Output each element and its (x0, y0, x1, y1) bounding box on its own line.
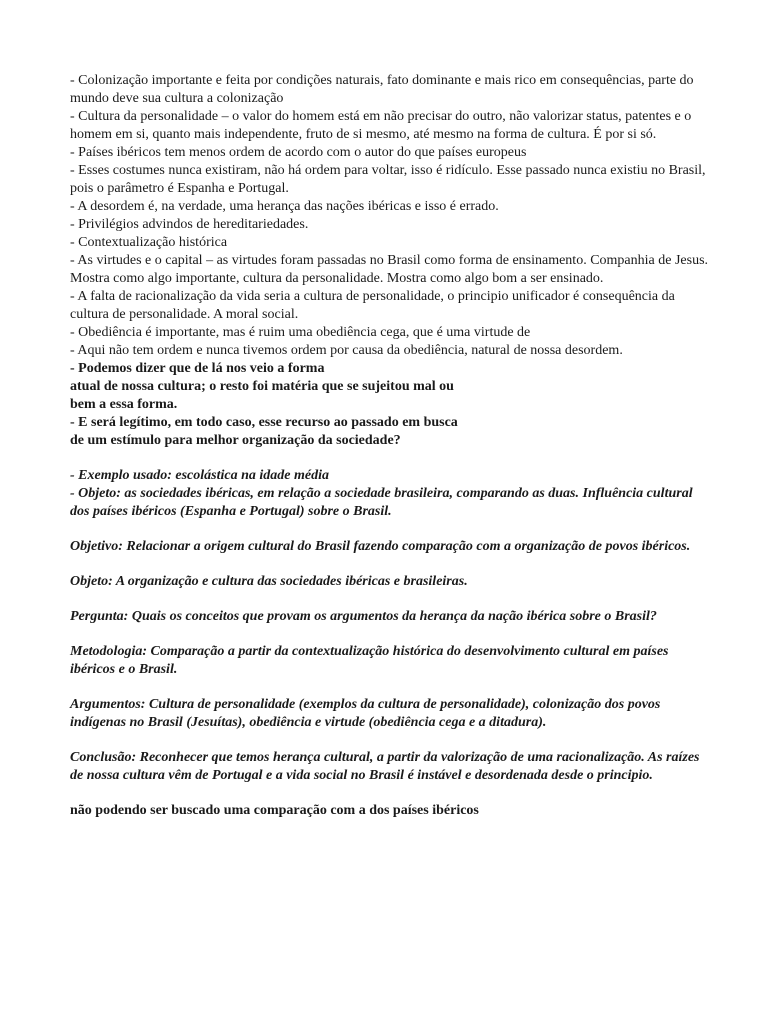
note-line: - A desordem é, na verdade, uma herança das nações ibéricas e isso é errado. (70, 199, 499, 214)
quote-line: - Podemos dizer que de lá nos veio a forma (70, 361, 325, 376)
note-line: - Obediência é importante, mas é ruim uma obediência cega, que é uma virtude de (70, 325, 531, 340)
final-line: não podendo ser buscado uma comparação com a dos países ibéricos (70, 803, 479, 818)
spacer (70, 785, 710, 802)
quote-line: de um estímulo para melhor organização da sociedade? (70, 433, 401, 448)
objective-paragraph: Objetivo: Relacionar a origem cultural do Brasil fazendo comparação com a organização de povos ibéricos. (70, 539, 691, 554)
object-line: - Objeto: as sociedades ibéricas, em relação a sociedade brasileira, comparando as duas. Influência cultural dos países ibéricos (Espanha e Portugal) sobre o Brasil. (70, 486, 693, 519)
example-line: - Exemplo usado: escolástica na idade média (70, 468, 329, 483)
quote-line: atual de nossa cultura; o resto foi matéria que se sujeitou mal ou (70, 379, 454, 394)
quote-line: bem a essa forma. (70, 397, 178, 412)
spacer (70, 450, 710, 467)
document-page (70, 72, 710, 820)
quote-line: - E será legítimo, em todo caso, esse recurso ao passado em busca (70, 415, 458, 430)
note-line: - As virtudes e o capital – as virtudes foram passadas no Brasil como forma de ensinamento. Companhia de Jesus. Mostra como algo importante, cultura da personalidade. Mostra como algo bom a ser ensinado. (70, 253, 709, 286)
spacer (70, 591, 710, 608)
object-paragraph: Objeto: A organização e cultura das sociedades ibéricas e brasileiras. (70, 574, 468, 589)
methodology-paragraph: Metodologia: Comparação a partir da contextualização histórica do desenvolvimento cultural em países ibéricos e o Brasil. (70, 644, 669, 677)
spacer (70, 732, 710, 749)
note-line: - Colonização importante e feita por condições naturais, fato dominante e mais rico em consequências, parte do mundo deve sua cultura a colonização (70, 73, 694, 106)
spacer (70, 556, 710, 573)
note-line: - Países ibéricos tem menos ordem de acordo com o autor do que países europeus (70, 145, 527, 160)
arguments-paragraph: Argumentos: Cultura de personalidade (exemplos da cultura de personalidade), colonização dos povos indígenas no Brasil (Jesuítas), obediência e virtude (obediência cega e a ditadura). (70, 697, 661, 730)
spacer (70, 521, 710, 538)
note-line: - A falta de racionalização da vida seria a cultura de personalidade, o principio unificador é consequência da cultura de personalidade. A moral social. (70, 289, 675, 322)
note-line: - Aqui não tem ordem e nunca tivemos ordem por causa da obediência, natural de nossa desordem. (70, 343, 623, 358)
note-line: - Privilégios advindos de hereditariedades. (70, 217, 309, 232)
note-line: - Cultura da personalidade – o valor do homem está em não precisar do outro, não valorizar status, patentes e o homem em si, quanto mais independente, fruto de si mesmo, até mesmo na forma de cultura. É por si só. (70, 109, 692, 142)
conclusion-paragraph: Conclusão: Reconhecer que temos herança cultural, a partir da valorização de uma racionalização. As raízes de nossa cultura vêm de Portugal e a vida social no Brasil é instável e desordenada desde o principio. (70, 750, 700, 783)
note-line: - Contextualização histórica (70, 235, 228, 250)
question-paragraph: Pergunta: Quais os conceitos que provam os argumentos da herança da nação ibérica sobre o Brasil? (70, 609, 657, 624)
spacer (70, 679, 710, 696)
spacer (70, 626, 710, 643)
note-line: - Esses costumes nunca existiram, não há ordem para voltar, isso é ridículo. Esse passado nunca existiu no Brasil, pois o parâmetro é Espanha e Portugal. (70, 163, 706, 196)
